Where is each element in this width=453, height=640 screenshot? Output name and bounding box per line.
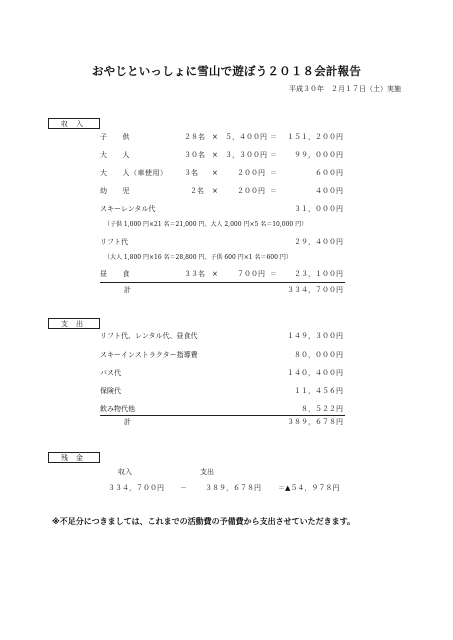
row-equals: ＝ <box>270 270 277 278</box>
row-label: スキーレンタル代 <box>100 205 156 213</box>
income-row <box>0 149 453 161</box>
total-amount: ３８９，６７８円 <box>287 418 343 426</box>
row-amount: １４０，４００円 <box>287 369 343 377</box>
row-label: リフト代、レンタル代、昼食代 <box>100 332 198 340</box>
note-text: （子供 1,000 円×21 名＝21,000 円、大人 2,000 円×5 名＝10,000 円） <box>104 221 308 228</box>
expense-row <box>0 367 453 379</box>
expense-row <box>0 385 453 397</box>
expense-header: 支出 <box>48 318 100 329</box>
row-amount: １１，４５６円 <box>294 387 343 395</box>
row-amount: ３１，０００円 <box>294 205 343 213</box>
row-unit-price: ５，４００円 <box>225 133 267 141</box>
income-total-row <box>0 284 453 296</box>
row-times: × <box>212 187 218 195</box>
cash-header: 残金 <box>48 452 100 463</box>
row-times: × <box>212 151 218 159</box>
row-label: 飲み物代他 <box>100 405 135 413</box>
row-unit-price: ２００円 <box>237 169 265 177</box>
row-equals: ＝ <box>270 151 277 159</box>
row-amount: ６００円 <box>315 169 343 177</box>
row-count: ３０名 <box>184 151 205 159</box>
row-times: × <box>212 270 218 278</box>
report-title: おやじといっしょに雪山で遊ぼう２０１８会計報告 <box>91 64 362 78</box>
row-times: × <box>212 169 218 177</box>
lift-row <box>0 236 453 248</box>
ski-rental-row <box>0 203 453 215</box>
total-label: 計 <box>124 286 131 294</box>
row-amount: ８０，０００円 <box>294 351 343 359</box>
row-amount: １５１，２００円 <box>287 133 343 141</box>
cash-minus: － <box>180 484 187 492</box>
income-total-rule <box>100 282 345 283</box>
lunch-row <box>0 268 453 280</box>
row-unit-price: ３，３００円 <box>225 151 267 159</box>
cash-expense-label: 支出 <box>200 468 214 476</box>
row-amount: ９９，０００円 <box>294 151 343 159</box>
row-count: ２８名 <box>184 133 205 141</box>
row-amount: ２３，１００円 <box>294 270 343 278</box>
row-equals: ＝ <box>270 187 277 195</box>
row-equals: ＝ <box>270 169 277 177</box>
row-times: × <box>212 133 218 141</box>
total-amount: ３３４，７００円 <box>287 286 343 294</box>
row-amount: ４００円 <box>315 187 343 195</box>
cash-income-value: ３３４，７００円 <box>108 484 164 492</box>
footer-note: ※不足分につきましては、これまでの活動費の予備費から支出させていただきます。 <box>52 517 355 526</box>
row-amount: ２９，４００円 <box>294 238 343 246</box>
event-date: 平成３０年 ２月１７日（土）実施 <box>289 85 401 93</box>
income-row <box>0 167 453 179</box>
lift-note <box>0 252 453 264</box>
income-row <box>0 131 453 143</box>
expense-row <box>0 349 453 361</box>
income-header: 収入 <box>48 118 100 129</box>
expense-row <box>0 403 453 415</box>
row-label: リフト代 <box>100 238 128 246</box>
row-equals: ＝ <box>270 133 277 141</box>
note-text: （大人 1,800 円×16 名＝28,800 円、子供 600 円×1 名＝600 円） <box>104 254 292 261</box>
row-count: ３３名 <box>184 270 205 278</box>
cash-income-label: 収入 <box>118 468 132 476</box>
row-amount: ８，５２２円 <box>301 405 343 413</box>
row-label: バス代 <box>100 369 121 377</box>
row-label: 昼 食 <box>100 270 130 278</box>
expense-row <box>0 330 453 342</box>
row-count: ３名 <box>184 169 198 177</box>
expense-total-row <box>0 416 453 428</box>
cash-result: ＝▲５４，９７８円 <box>278 484 340 492</box>
ski-rental-note <box>0 219 453 231</box>
row-unit-price: ２００円 <box>237 187 265 195</box>
row-unit-price: ７００円 <box>237 270 265 278</box>
row-label: 保険代 <box>100 387 121 395</box>
row-label: 子 供 <box>100 133 130 141</box>
income-row <box>0 185 453 197</box>
row-label: 大 人 <box>100 151 130 159</box>
row-label: スキーインストラクター指導費 <box>100 351 198 359</box>
row-count: ２名 <box>190 187 204 195</box>
row-amount: １４９，３００円 <box>287 332 343 340</box>
row-label: 幼 児 <box>100 187 130 195</box>
total-label: 計 <box>124 418 131 426</box>
row-label: 大 人（車使用） <box>100 169 168 177</box>
cash-expense-value: ３８９，６７８円 <box>205 484 261 492</box>
